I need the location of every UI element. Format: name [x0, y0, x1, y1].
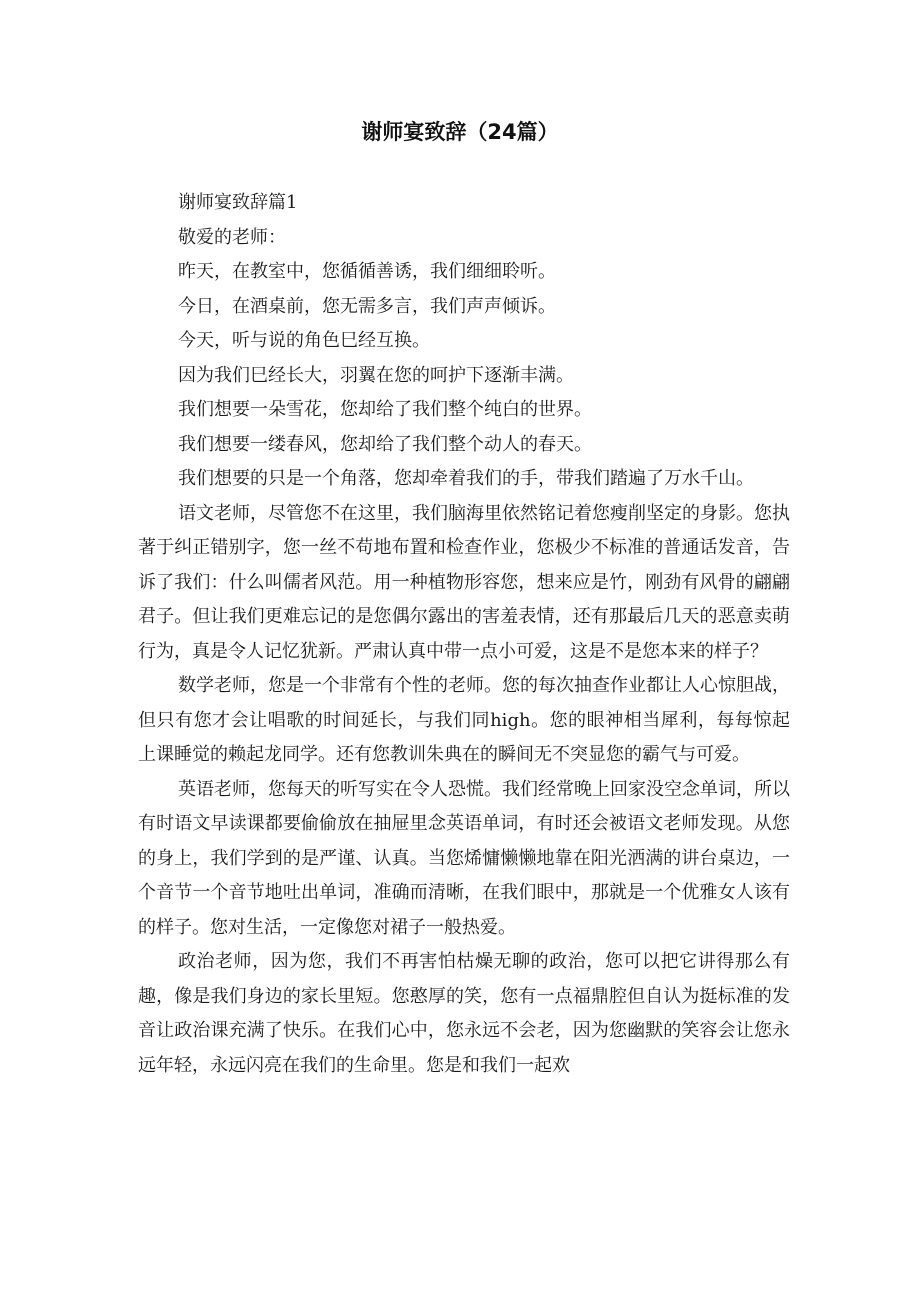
paragraph-math-teacher: 数学老师，您是一个非常有个性的老师。您的每次抽查作业都让人心惊胆战，但只有您才会让唱歌的时间延长，与我们同high。您的眼神相当犀利，每每惊起上课睡觉的赖起龙同学。还有您教训朱典在的瞬间无不突显您的霸气与可爱。 — [138, 675, 790, 765]
text-line: 我们想要一朵雪花，您却给了我们整个纯白的世界。 — [178, 399, 592, 420]
section-heading: 谢师宴致辞篇1 — [178, 192, 298, 213]
text-line: 昨天，在教室中，您循循善诱，我们细细聆听。 — [178, 261, 556, 282]
document-body — [138, 186, 790, 1083]
text-line: 今日，在酒桌前，您无需多言，我们声声倾诉。 — [178, 295, 556, 317]
paragraph-politics-teacher: 政治老师，因为您，我们不再害怕枯燥无聊的政治，您可以把它讲得那么有趣，像是我们身边的家长里短。您憨厚的笑，您有一点福鼎腔但自认为挺标准的发音让政治课充满了快乐。在我们心中，您永远不会老，因为您幽默的笑容会让您永远年轻，永远闪亮在我们的生命里。您是和我们一起欢 — [138, 951, 790, 1076]
document-title: 谢师宴致辞（24篇） — [361, 120, 559, 144]
paragraph: 我们想要的只是一个角落，您却牵着我们的手，带我们踏遍了万水千山。 — [178, 468, 754, 489]
salutation: 敬爱的老师： — [178, 226, 286, 248]
paragraph-chinese-teacher: 语文老师，尽管您不在这里，我们脑海里依然铭记着您瘦削坚定的身影。您执著于纠正错别字，您一丝不苟地布置和检查作业，您极少不标准的普通话发音，告诉了我们：什么叫儒者风范。用一种植物形容您，想来应是竹，刚劲有风骨的翩翩君子。但让我们更难忘记的是您偶尔露出的害羞表情，还有那最后几天的恶意卖萌行为，真是令人记忆犹新。严肃认真中带一点小可爱，这是不是您本来的样子？ — [138, 502, 790, 662]
text-line: 因为我们巳经长大，羽翼在您的呵护下逐渐丰满。 — [178, 364, 574, 386]
text-line: 我们想要一缕春风，您却给了我们整个动人的春天。 — [178, 433, 592, 455]
text-line: 今天，听与说的角色巳经互换。 — [178, 330, 430, 351]
paragraph-english-teacher: 英语老师，您每天的听写实在令人恐慌。我们经常晚上回家没空念单词，所以有时语文早读课都要偷偷放在抽屉里念英语单词，有时还会被语文老师发现。从您的身上，我们学到的是严谨、认真。当您烯慵懒懒地靠在阳光洒满的讲台桌边，一个音节一个音节地吐出单词，准确而清晰，在我们眼中，那就是一个优雅女人该有的样子。您对生活，一定像您对裙子一般热爱。 — [138, 778, 790, 938]
